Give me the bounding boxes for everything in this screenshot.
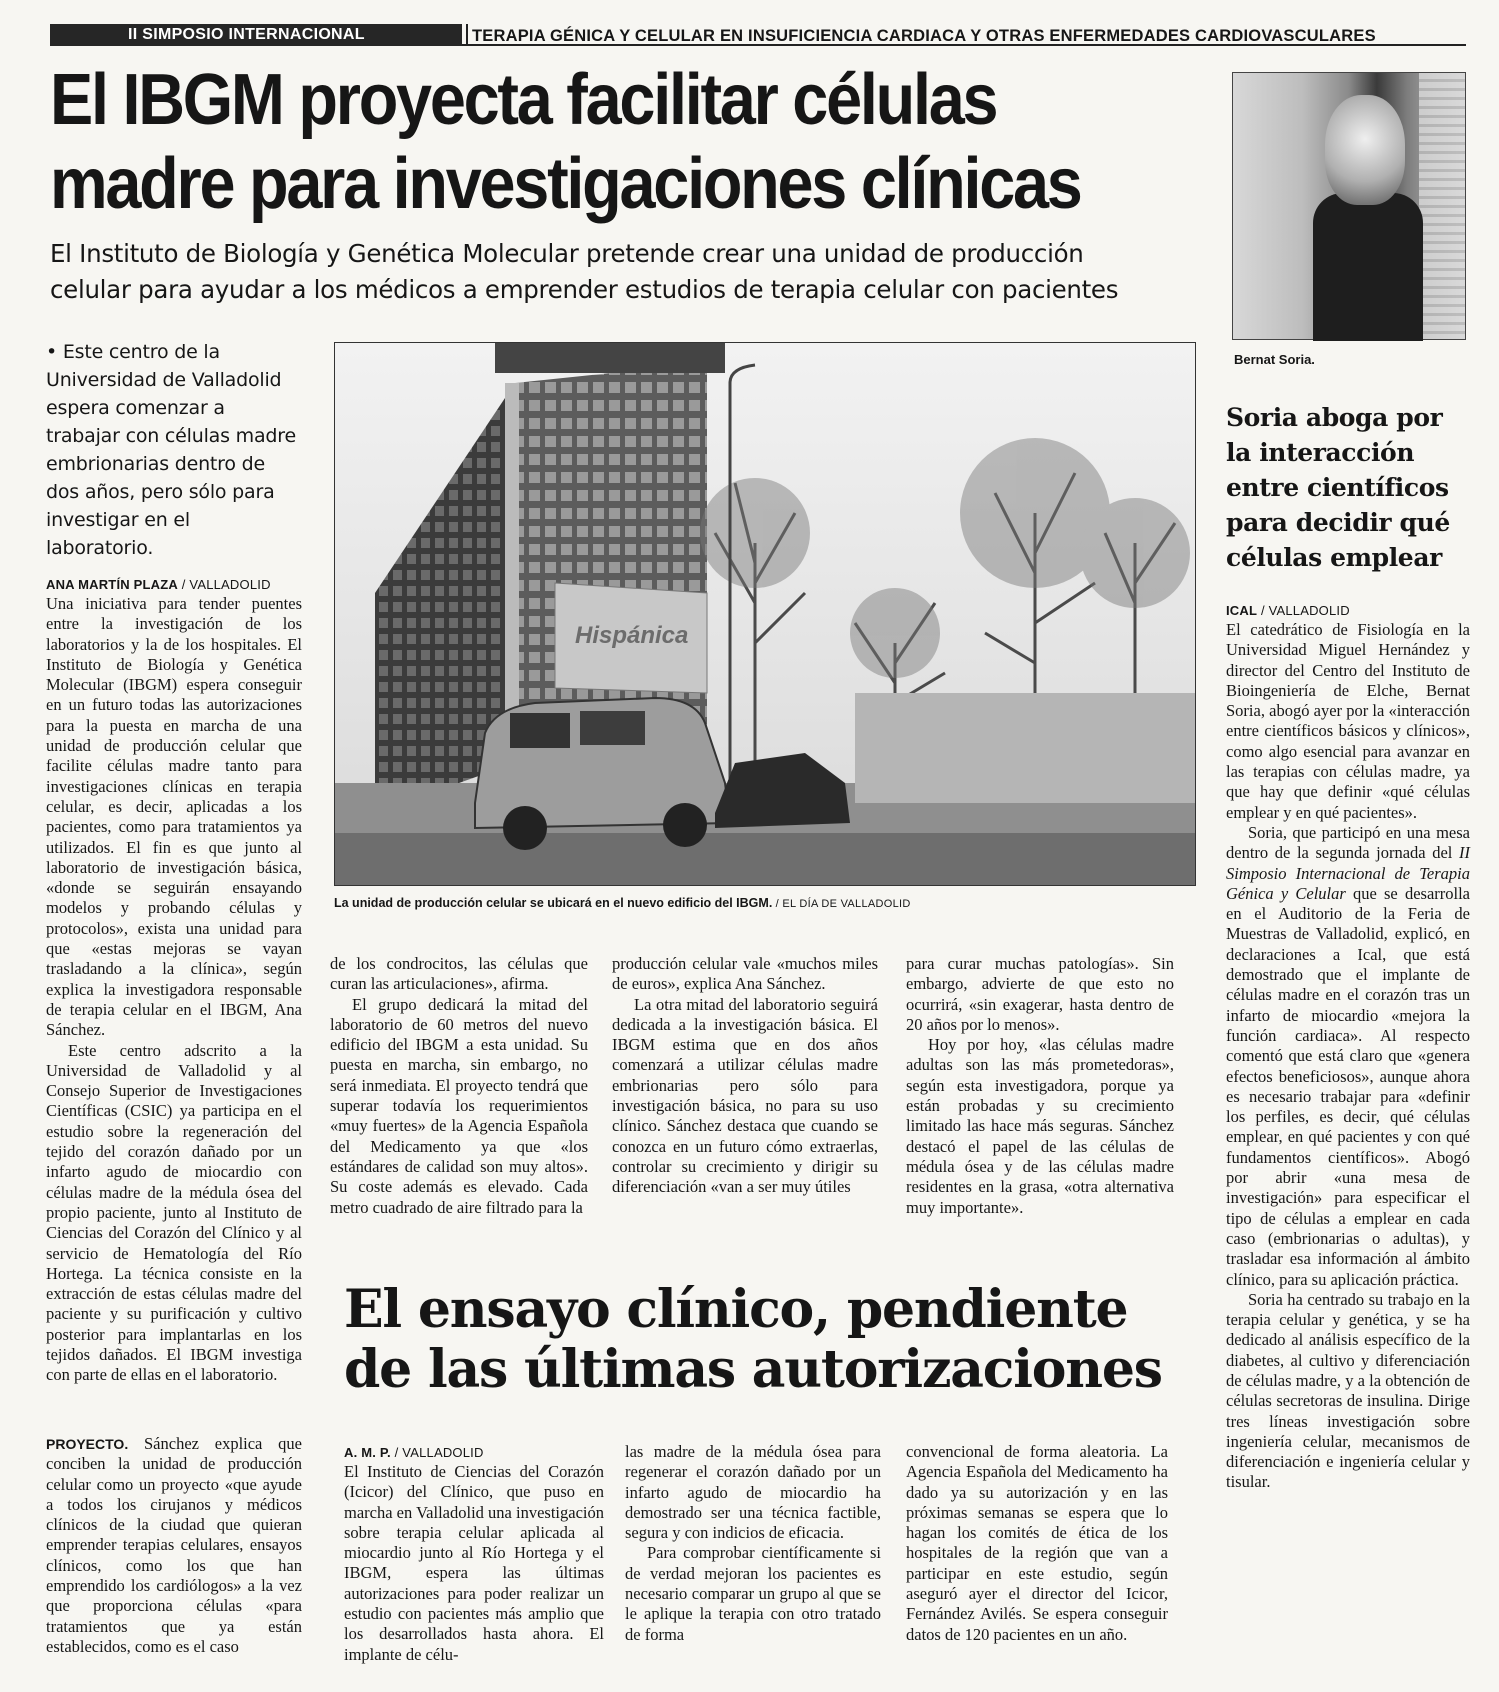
section-topic: TERAPIA GÉNICA Y CELULAR EN INSUFICIENCIA CARDIACA Y OTRAS ENFERMEDADES CARDIOVASCULARES <box>466 24 1466 46</box>
photo-credit: / EL DÍA DE VALLADOLID <box>772 898 911 910</box>
paragraph: producción celular vale «muchos miles de euros», explica Ana Sánchez. <box>612 954 878 994</box>
paragraph: El catedrático de Fisiología en la Universidad Miguel Hernández y director del Centro del Instituto de Bioingeniería de Elche, Bernat Soria, abogó ayer por la «interacción entre científicos básicos y clínicos», como algo esencial para avanzar en las terapias con células madre, ya que hay que definir «qué células emplear y en qué pacientes». <box>1226 620 1470 822</box>
paragraph: El Instituto de Ciencias del Corazón (Icicor) del Clínico, que puso en marcha en Valladolid una investigación sobre terapia celular aplicada al miocardio junto al Río Hortega y el IBGM, espera las últimas autorizaciones para poder realizar un estudio con pacientes más amplio que los desarrollados hasta ahora. El implante de célu- <box>344 1462 604 1664</box>
paragraph: Soria ha centrado su trabajo en la terapia celular y genética, y se ha dedicado al análisis específico de la diabetes, al cultivo y diferenciación de células madre, y a la obtención de células secretoras de insulina. Dirige tres líneas investigación sobre ingeniería celular, mecanismos de diferenciación e ingeniería celular y tisular. <box>1226 1289 1470 1492</box>
main-headline: El IBGM proyecta facilitar células madre para investigaciones clínicas <box>50 60 1081 224</box>
secondary-column-3 <box>906 1442 1168 1645</box>
byline-place: / VALLADOLID <box>177 577 271 592</box>
secondary-column-1 <box>344 1462 604 1665</box>
article-column-4 <box>906 954 1174 1218</box>
byline-author: A. M. P. <box>344 1445 391 1460</box>
intro-summary: • Este centro de la Universidad de Valladolid espera comenzar a trabajar con células madre embrionarias dentro de dos años, pero sólo para investigar en el laboratorio. <box>46 341 296 559</box>
event-name: II Simposio Internacional de Terapia Génica y Celular <box>1226 843 1470 903</box>
section-kicker: PROYECTO. <box>46 1436 129 1452</box>
paragraph-text: que se desarrolla en el Auditorio de la Feria de Muestras de Valladolid, explicó, en declaraciones a Ical, que está demostrado que el implante de células madre en el corazón tras un infarto de miocardio «mejora la función cardiaca». Al respecto comentó que está claro que «genera efectos beneficiosos», aunque ahora es necesario trabajar para «definir los perfiles, es decir, qué células emplear, en qué pacientes y con qué fundamentos científicos». Abogó por abrir «una mesa de investigación» para especificar el tipo de células a emplear en cada caso (embrionarias o adultas), y trasladar esa información al ámbito clínico, para su aplicación práctica. <box>1226 883 1471 1289</box>
portrait-photo <box>1232 72 1466 340</box>
byline-author: ANA MARTÍN PLAZA <box>46 577 178 592</box>
paragraph-text: Sánchez explica que conciben la unidad de producción celular como un proyecto «que ayude a todos los cirujanos y médicos clínicos de la ciudad que quieran emprender terapias celulares, ensayos clínicos, como los que han emprendido los cardiólogos» a la vez que proporciona células «para tratamientos que ya están establecidos, como es el caso <box>46 1434 302 1656</box>
main-byline <box>46 576 302 594</box>
building-photo <box>334 342 1196 886</box>
byline-place: / VALLADOLID <box>390 1445 484 1460</box>
article-column-1 <box>46 576 302 1386</box>
paragraph <box>1226 823 1470 1290</box>
section-label: II SIMPOSIO INTERNACIONAL <box>50 24 462 46</box>
building-photo-caption <box>334 896 1234 910</box>
paragraph: convencional de forma aleatoria. La Agencia Española del Medicamento ha dado ya su autorización y en las próximas semanas se espera que lo hagan los comités de ética de los hospitales de la región que van a participar en este estudio, según aseguró ayer el director del Icicor, Fernández Avilés. Se espera conseguir datos de 120 pacientes en un año. <box>906 1442 1168 1644</box>
building-photo-illustration <box>335 343 1196 886</box>
secondary-headline: El ensayo clínico, pendiente de las últimas autorizaciones <box>344 1279 1162 1400</box>
paragraph: El grupo dedicará la mitad del laboratorio de 60 metros del nuevo edificio del IBGM a esta unidad. Su puesta en marcha, sin embargo, no será inmediata. El proyecto tendrá que superar todavía los requerimientos «muy fuertes» de la Agencia Española del Medicamento ya que «los estándares de calidad son muy altos». Su coste además es elevado. Cada metro cuadrado de aire filtrado para la <box>330 994 588 1217</box>
building-sign-text: Hispánica <box>575 622 689 649</box>
paragraph: Este centro adscrito a la Universidad de Valladolid y al Consejo Superior de Investigaciones Científicas (CSIC) ya participa en el estudio sobre la regeneración del tejido del corazón dañado por un infarto agudo de miocardio con células madre de la médula ósea del propio paciente, junto al Instituto de Ciencias del Corazón del Clínico y al servicio de Hematología del Río Hortega. La técnica consiste en la extracción de estas células madre del paciente y su purificación y cultivo posterior para implantarlas en los tejidos dañados. El IBGM investiga con parte de ellas en el laboratorio. <box>46 1040 302 1385</box>
side-column <box>1226 620 1470 1493</box>
portrait-figure-body <box>1313 193 1423 341</box>
secondary-column-2 <box>625 1442 881 1645</box>
article-column-1-continued <box>46 1434 302 1657</box>
portrait-figure-head <box>1325 95 1405 205</box>
side-byline <box>1226 602 1350 620</box>
paragraph: de los condrocitos, las células que curan las articulaciones», afirma. <box>330 954 588 994</box>
side-headline: Soria aboga por la interacción entre científicos para decidir qué células emplear <box>1226 403 1450 572</box>
paragraph: para curar muchas patologías». Sin embargo, advierte de que esto no ocurrirá, «sin exagerar, hasta dentro de 20 años por lo menos». <box>906 954 1174 1034</box>
byline-place: / VALLADOLID <box>1257 603 1350 618</box>
portrait-caption: Bernat Soria. <box>1234 352 1315 367</box>
main-subheadline: El Instituto de Biología y Genética Molecular pretende crear una unidad de producción celular para ayudar a los médicos a emprender estudios de terapia celular con pacientes <box>50 239 1119 304</box>
caption-text: La unidad de producción celular se ubicará en el nuevo edificio del IBGM. <box>334 896 773 910</box>
paragraph-text: Soria, que participó en una mesa dentro de la segunda jornada del <box>1226 822 1470 863</box>
secondary-byline <box>344 1444 604 1462</box>
article-column-2 <box>330 954 588 1218</box>
article-column-3 <box>612 954 878 1198</box>
paragraph <box>46 1434 302 1657</box>
paragraph: Hoy por hoy, «las células madre adultas son las más prometedoras», según esta investigadora, porque ya están probadas y su crecimiento limitado las hace más seguras. Sánchez destacó el papel de las células de médula ósea y de las células madre residentes en la grasa, «otra alternativa muy importante». <box>906 1035 1174 1217</box>
paragraph: La otra mitad del laboratorio seguirá dedicada a la investigación básica. El IBGM estima que en dos años comenzará a utilizar células madre embrionarias pero sólo para investigación básica, no para su uso clínico. Sánchez destaca que cuando se conozca en un futuro cómo extraerlas, controlar su crecimiento y dirigir su diferenciación «van a ser muy útiles <box>612 994 878 1197</box>
portrait-background-wall <box>1419 73 1465 339</box>
paragraph: Para comprobar científicamente si de verdad mejoran los pacientes es necesario comparar un grupo al que se le aplique la terapia con otro tratado de forma <box>625 1543 881 1644</box>
paragraph: las madre de la médula ósea para regenerar el corazón dañado por un infarto agudo de miocardio ha demostrado ser una técnica factible, segura y con indicios de eficacia. <box>625 1442 881 1543</box>
paragraph: Una iniciativa para tender puentes entre la investigación de los laboratorios y la de los hospitales. El Instituto de Biología y Genética Molecular (IBGM) espera conseguir en un futuro todas las autorizaciones para la puesta en marcha de una unidad de producción celular que facilite células madre tanto para investigaciones clínicas en terapia celular, es decir, aplicadas a los pacientes, como para tratamientos ya utilizados. El fin es que junto al laboratorio de investigación básica, «donde se seguirán ensayando modelos y probando células y protocolos», exista una unidad para que «estas mejoras se vayan trasladando a la clínica», según explica la investigadora responsable de terapia celular en el IBGM, Ana Sánchez. <box>46 594 302 1040</box>
byline-author: ICAL <box>1226 603 1258 618</box>
